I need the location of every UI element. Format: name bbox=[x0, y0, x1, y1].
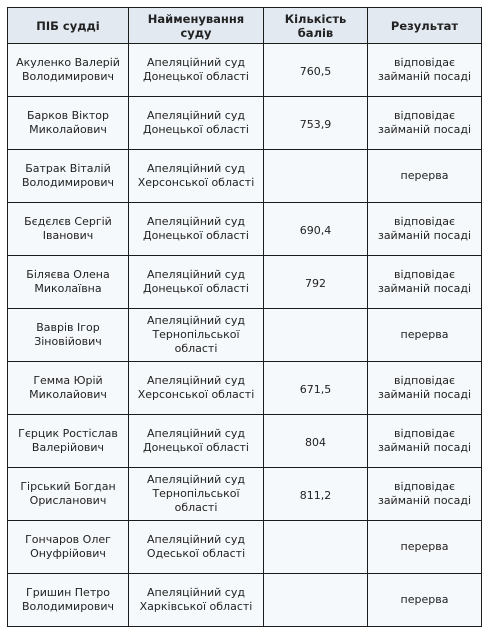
cell-score: 792 bbox=[264, 256, 368, 309]
table-row bbox=[8, 97, 482, 150]
cell-score: 753,9 bbox=[264, 97, 368, 150]
cell-result: перерва bbox=[368, 521, 482, 574]
cell-score: 690,4 bbox=[264, 203, 368, 256]
cell-result: відповідає займаній посаді bbox=[368, 44, 482, 97]
cell-judge-name: Гришин Петро Володимирович bbox=[8, 574, 129, 627]
cell-court-name: Апеляційний суд Тернопільської області bbox=[129, 468, 264, 521]
cell-judge-name: Біляєва Олена Миколаївна bbox=[8, 256, 129, 309]
column-header-judge-name: ПІБ судді bbox=[8, 8, 129, 44]
cell-result: перерва bbox=[368, 150, 482, 203]
cell-result: відповідає займаній посаді bbox=[368, 203, 482, 256]
cell-result: перерва bbox=[368, 309, 482, 362]
column-header-court-name: Найменування суду bbox=[129, 8, 264, 44]
cell-score: 760,5 bbox=[264, 44, 368, 97]
header-row bbox=[8, 8, 482, 44]
table-row bbox=[8, 362, 482, 415]
table-row bbox=[8, 574, 482, 627]
column-header-result: Результат bbox=[368, 8, 482, 44]
cell-judge-name: Бєдєлєв Сергій Іванович bbox=[8, 203, 129, 256]
cell-judge-name: Гемма Юрій Миколайович bbox=[8, 362, 129, 415]
table-row bbox=[8, 150, 482, 203]
cell-score: 804 bbox=[264, 415, 368, 468]
cell-score: 671,5 bbox=[264, 362, 368, 415]
cell-judge-name: Гірський Богдан Орисланович bbox=[8, 468, 129, 521]
table-row bbox=[8, 44, 482, 97]
table-row bbox=[8, 256, 482, 309]
cell-court-name: Апеляційний суд Донецької області bbox=[129, 256, 264, 309]
table-row bbox=[8, 309, 482, 362]
cell-score bbox=[264, 574, 368, 627]
table-body bbox=[8, 44, 482, 627]
cell-score bbox=[264, 521, 368, 574]
cell-result: відповідає займаній посаді bbox=[368, 468, 482, 521]
cell-court-name: Апеляційний суд Донецької області bbox=[129, 203, 264, 256]
table-header bbox=[8, 8, 482, 44]
cell-court-name: Апеляційний суд Донецької області bbox=[129, 97, 264, 150]
cell-result: відповідає займаній посаді bbox=[368, 97, 482, 150]
table-row bbox=[8, 415, 482, 468]
cell-court-name: Апеляційний суд Харківської області bbox=[129, 574, 264, 627]
cell-judge-name: Ваврів Ігор Зіновійович bbox=[8, 309, 129, 362]
cell-court-name: Апеляційний суд Херсонської області bbox=[129, 150, 264, 203]
table-row bbox=[8, 203, 482, 256]
cell-result: відповідає займаній посаді bbox=[368, 256, 482, 309]
table-row bbox=[8, 468, 482, 521]
cell-result: перерва bbox=[368, 574, 482, 627]
table-row bbox=[8, 521, 482, 574]
cell-court-name: Апеляційний суд Донецької області bbox=[129, 415, 264, 468]
cell-score bbox=[264, 309, 368, 362]
cell-judge-name: Гончаров Олег Онуфрійович bbox=[8, 521, 129, 574]
cell-score bbox=[264, 150, 368, 203]
cell-court-name: Апеляційний суд Тернопільської області bbox=[129, 309, 264, 362]
cell-score: 811,2 bbox=[264, 468, 368, 521]
column-header-score: Кількість балів bbox=[264, 8, 368, 44]
cell-judge-name: Батрак Віталій Володимирович bbox=[8, 150, 129, 203]
cell-judge-name: Акуленко Валерій Володимирович bbox=[8, 44, 129, 97]
cell-court-name: Апеляційний суд Донецької області bbox=[129, 44, 264, 97]
cell-court-name: Апеляційний суд Одеської області bbox=[129, 521, 264, 574]
cell-result: відповідає займаній посаді bbox=[368, 362, 482, 415]
cell-judge-name: Гєрцик Ростіслав Валерійович bbox=[8, 415, 129, 468]
assessment-results-table bbox=[7, 7, 482, 627]
cell-judge-name: Барков Віктор Миколайович bbox=[8, 97, 129, 150]
cell-court-name: Апеляційний суд Херсонської області bbox=[129, 362, 264, 415]
cell-result: відповідає займаній посаді bbox=[368, 415, 482, 468]
